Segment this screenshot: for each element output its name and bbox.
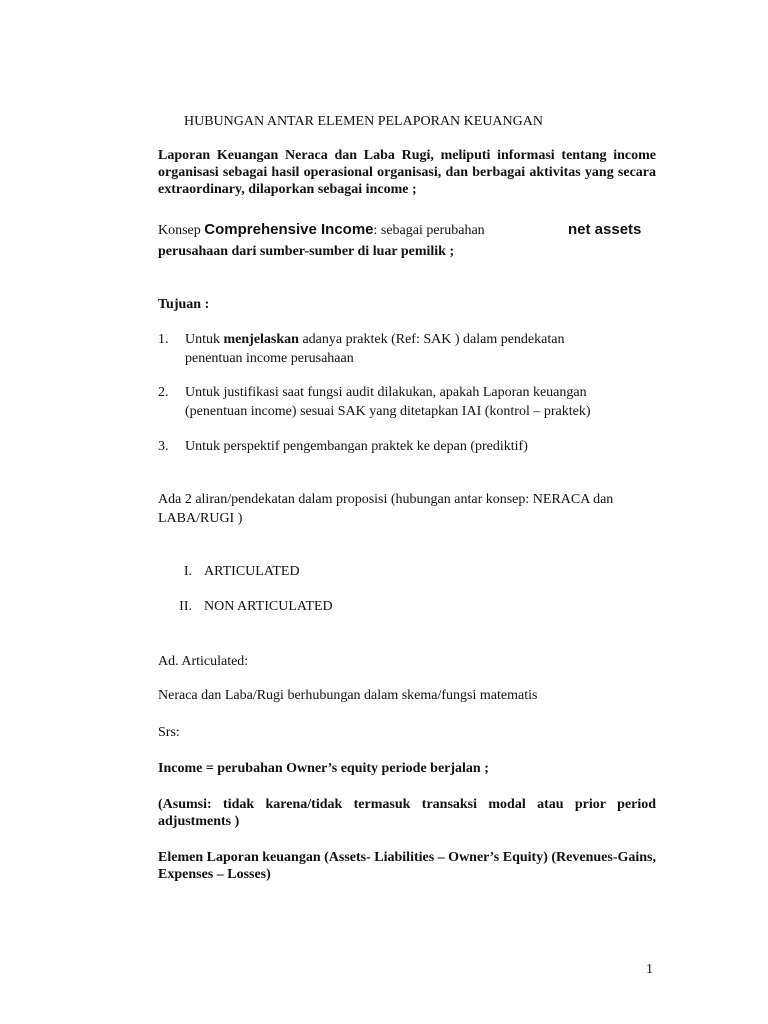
concept-line [158,221,485,239]
concept-middle: : sebagai perubahan [373,223,485,238]
elements-paragraph: Elemen Laporan keuangan (Assets- Liabilities – Owner’s Equity) (Revenues-Gains, Expenses – Losses) [158,850,656,882]
page-number: 1 [646,962,653,977]
approaches-line-1: Ada 2 aliran/pendekatan dalam proposisi (hubungan antar konsep: NERACA dan [158,492,614,507]
approach-2-number: II. [179,599,192,614]
goal-3-line-1: Untuk perspektif pengembangan praktek ke depan (prediktif) [185,439,528,454]
income-formula: Income = perubahan Owner’s equity periode berjalan ; [158,761,489,776]
concept-term-comprehensive-income: Comprehensive Income [204,221,374,238]
goal-1-pre: Untuk [185,332,220,347]
concept-prefix: Konsep [158,223,201,238]
goal-2-line-1: Untuk justifikasi saat fungsi audit dilakukan, apakah Laporan keuangan [185,385,587,400]
goal-1-line-1 [185,331,564,348]
srs-label: Srs: [158,725,180,740]
goal-1-post: adanya praktek (Ref: SAK ) dalam pendekatan [302,332,565,347]
approach-1-number: I. [183,564,192,579]
concept-line-2: perusahaan dari sumber-sumber di luar pemilik ; [158,244,455,259]
intro-paragraph: Laporan Keuangan Neraca dan Laba Rugi, meliputi informasi tentang income organisasi sebagai hasil operasional organisasi, dan berbagai aktivitas yang secara extraordinary, dilaporkan sebagai income ; [158,148,656,197]
goal-2-number: 2. [158,385,169,400]
concept-term-net-assets: net assets [568,221,642,238]
articulated-heading: Ad. Articulated: [158,654,249,669]
approach-2-label: NON ARTICULATED [204,599,333,614]
approach-1-label: ARTICULATED [204,564,300,579]
tujuan-label: Tujuan : [158,297,210,312]
goal-3-number: 3. [158,439,169,454]
approaches-line-2: LABA/RUGI ) [158,511,243,526]
assumption-paragraph: (Asumsi: tidak karena/tidak termasuk transaksi modal atau prior period adjustments ) [158,797,656,829]
goal-2-line-2: (penentuan income) sesuai SAK yang ditetapkan IAI (kontrol – praktek) [185,404,591,419]
goal-1-bold: menjelaskan [223,332,299,347]
articulated-text: Neraca dan Laba/Rugi berhubungan dalam skema/fungsi matematis [158,688,538,703]
goal-1-number: 1. [158,332,169,347]
goal-1-line-2: penentuan income perusahaan [185,351,354,366]
document-title: HUBUNGAN ANTAR ELEMEN PELAPORAN KEUANGAN [184,114,543,129]
